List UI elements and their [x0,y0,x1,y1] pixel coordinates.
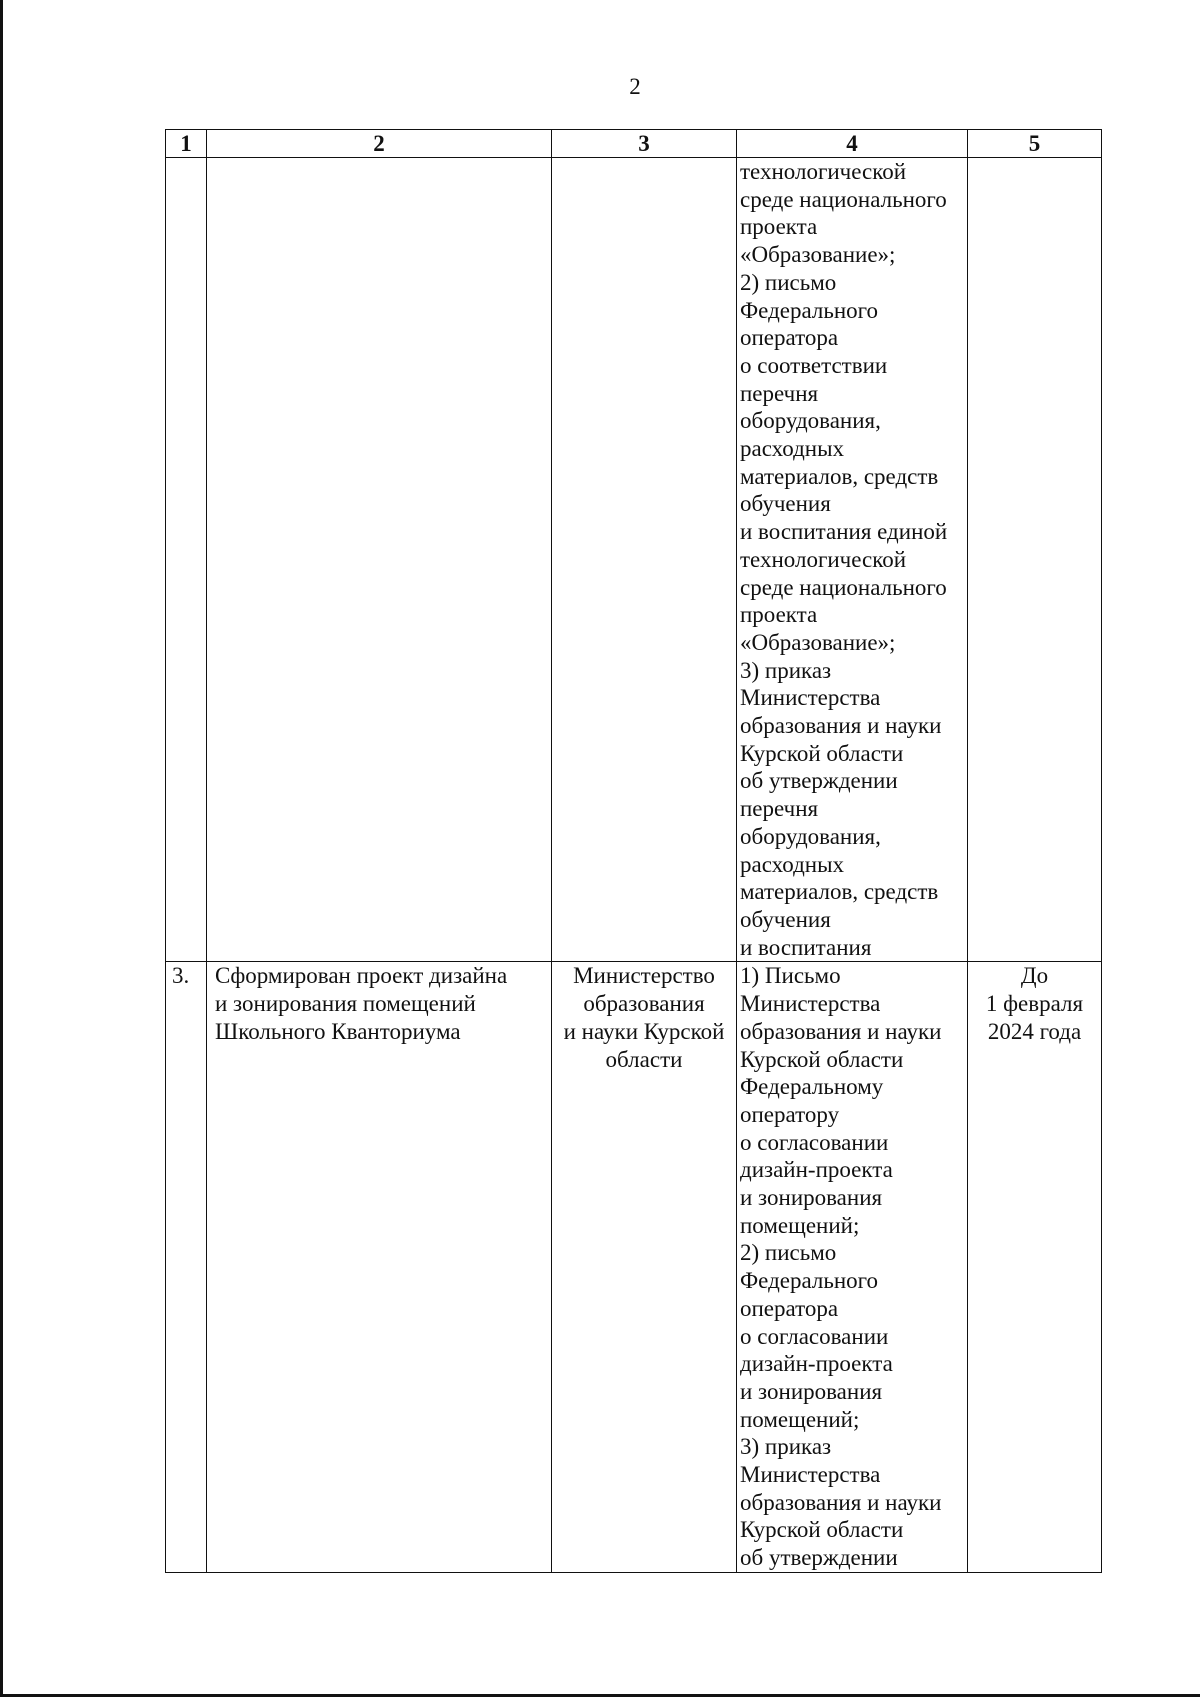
deadline-cell [968,158,1102,962]
deadline-cell: До 1 февраля 2024 года [968,962,1102,1572]
row-number-cell: 3. [166,962,207,1572]
header-row [166,130,1102,158]
header-col-3: 3 [552,130,737,158]
row-number-cell [166,158,207,962]
result-cell [207,158,552,962]
result-cell: Сформирован проект дизайна и зонирования помещений Школьного Кванториума [207,962,552,1572]
header-col-4: 4 [737,130,968,158]
table-row [166,158,1102,962]
plan-table [165,129,1102,1573]
responsible-cell: Министерство образования и науки Курской области [552,962,737,1572]
header-col-2: 2 [207,130,552,158]
documents-cell: технологической среде национального проекта «Образование»; 2) письмо Федерального оператора о соответствии перечня оборудования, расходных материалов, средств обучения и воспитания единой технологической среде национального проекта «Образование»; 3) приказ Министерства образования и науки Курской области об утверждении перечня оборудования, расходных материалов, средств обучения и воспитания [737,158,968,962]
header-col-5: 5 [968,130,1102,158]
page-number: 2 [629,74,641,99]
header-col-1: 1 [166,130,207,158]
scan-border-left [0,0,3,1697]
documents-cell: 1) Письмо Министерства образования и науки Курской области Федеральному оператору о согласовании дизайн-проекта и зонирования помещений; 2) письмо Федерального оператора о согласовании дизайн-проекта и зонирования помещений; 3) приказ Министерства образования и науки Курской области об утверждении [737,962,968,1572]
responsible-cell [552,158,737,962]
table-row [166,962,1102,1572]
